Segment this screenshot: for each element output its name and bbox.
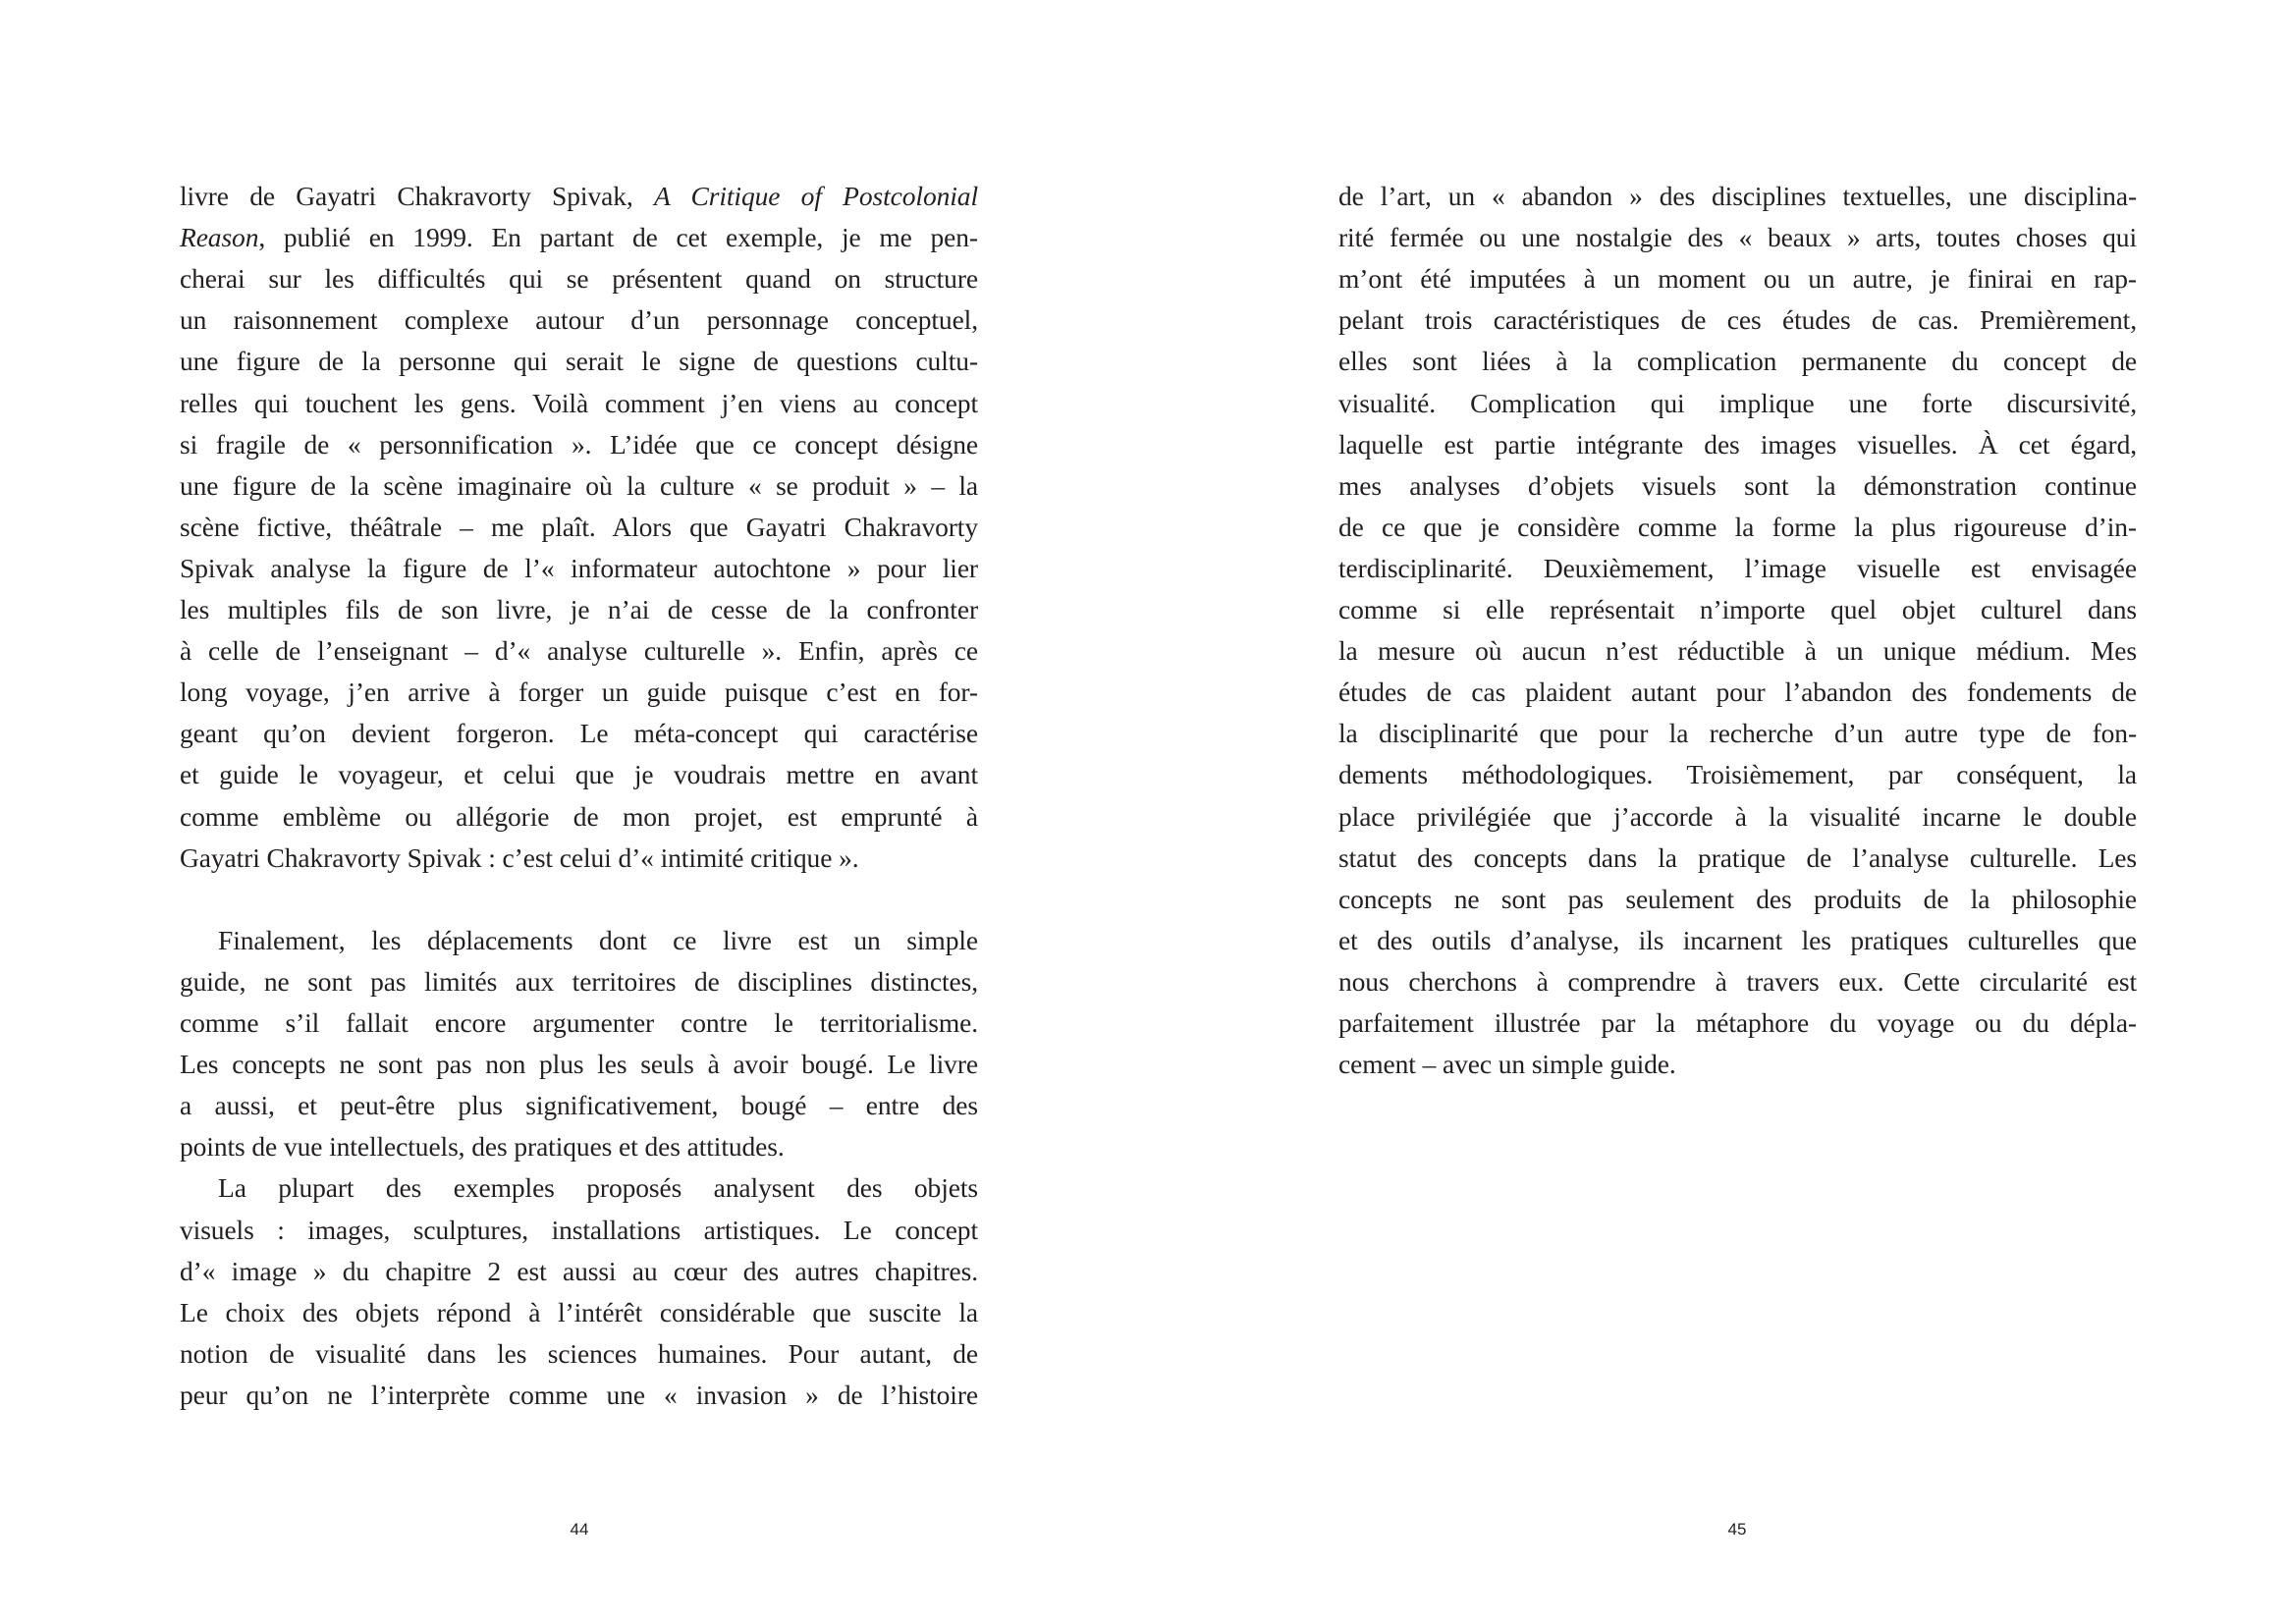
text-line: laquelle est partie intégrante des images visuelles. À cet égard, bbox=[1338, 428, 2137, 460]
text-line: d’« image » du chapitre 2 est aussi au cœur des autres chapitres. bbox=[180, 1255, 978, 1286]
text-line: de ce que je considère comme la forme la plus rigoureuse d’in- bbox=[1338, 511, 2137, 542]
text-line: concepts ne sont pas seulement des produits de la philosophie bbox=[1338, 883, 2137, 914]
text-line: mes analyses d’objets visuels sont la démonstration continue bbox=[1338, 469, 2137, 501]
italic-title-text: Reason bbox=[180, 222, 259, 253]
text-line bbox=[180, 217, 978, 258]
page-number: 45 bbox=[1727, 1520, 1747, 1539]
text-line: long voyage, j’en arrive à forger un guide puisque c’est en for- bbox=[180, 677, 978, 708]
text-line: les multiples fils de son livre, je n’ai de cesse de la confronter bbox=[180, 594, 978, 624]
page-number: 44 bbox=[570, 1520, 589, 1539]
text-line: Finalement, les déplacements dont ce livre est un simple bbox=[218, 924, 978, 955]
text-line: statut des concepts dans la pratique de l’analyse culturelle. Les bbox=[1338, 841, 2137, 873]
text-line: pelant trois caractéristiques de ces études de cas. Premièrement, bbox=[1338, 304, 2137, 336]
text-line: scène fictive, théâtrale – me plaît. Alors que Gayatri Chakravorty bbox=[180, 511, 978, 542]
text-line: si fragile de « personnification ». L’idée que ce concept désigne bbox=[180, 428, 978, 460]
text-line: dements méthodologiques. Troisièmement, par conséquent, la bbox=[1338, 759, 2137, 790]
text-line: place privilégiée que j’accorde à la visualité incarne le double bbox=[1338, 800, 2137, 832]
text-line: la disciplinarité que pour la recherche d’un autre type de fon- bbox=[1338, 718, 2137, 749]
text-line: et guide le voyageur, et celui que je voudrais mettre en avant bbox=[180, 759, 978, 790]
text-line: comme si elle représentait n’importe quel objet culturel dans bbox=[1338, 594, 2137, 624]
text-line: rité fermée ou une nostalgie des « beaux » arts, toutes choses qui bbox=[1338, 222, 2137, 253]
text-line: de l’art, un « abandon » des disciplines textuelles, une disciplina- bbox=[1338, 181, 2137, 211]
text-line: m’ont été imputées à un moment ou un autre, je finirai en rap- bbox=[1338, 263, 2137, 295]
text-line: elles sont liées à la complication permanente du concept de bbox=[1338, 346, 2137, 377]
text-line: à celle de l’enseignant – d’« analyse culturelle ». Enfin, après ce bbox=[180, 635, 978, 667]
text-line: parfaitement illustrée par la métaphore du voyage ou du dépla- bbox=[1338, 1007, 2137, 1038]
text-line: cherai sur les difficultés qui se présentent quand on structure bbox=[180, 263, 978, 295]
text-line bbox=[180, 176, 978, 217]
text-line: guide, ne sont pas limités aux territoires de disciplines distinctes, bbox=[180, 965, 978, 997]
text-line: a aussi, et peut-être plus significativement, bougé – entre des bbox=[180, 1090, 978, 1121]
text-line: nous cherchons à comprendre à travers eux. Cette circularité est bbox=[1338, 965, 2137, 997]
text-line: terdisciplinarité. Deuxièmement, l’image visuelle est envisagée bbox=[1338, 552, 2137, 583]
text-line: points de vue intellectuels, des pratiques et des attitudes. bbox=[180, 1131, 785, 1163]
text-line: geant qu’on devient forgeron. Le méta-concept qui caractérise bbox=[180, 718, 978, 749]
text-line: visualité. Complication qui implique une forte discursivité, bbox=[1338, 387, 2137, 418]
text-line: et des outils d’analyse, ils incarnent les pratiques culturelles que bbox=[1338, 924, 2137, 955]
text-line: visuels : images, sculptures, installations artistiques. Le concept bbox=[180, 1214, 978, 1245]
text-line: comme s’il fallait encore argumenter contre le territorialisme. bbox=[180, 1007, 978, 1038]
text-line: la mesure où aucun n’est réductible à un unique médium. Mes bbox=[1338, 635, 2137, 667]
text-line: études de cas plaident autant pour l’abandon des fondements de bbox=[1338, 677, 2137, 708]
text-line: peur qu’on ne l’interprète comme une « invasion » de l’histoire bbox=[180, 1379, 978, 1410]
text-line: notion de visualité dans les sciences humaines. Pour autant, de bbox=[180, 1337, 978, 1369]
right-page bbox=[1145, 0, 2289, 1624]
text-line: comme emblème ou allégorie de mon projet, est emprunté à bbox=[180, 800, 978, 832]
text-line: Le choix des objets répond à l’intérêt considérable que suscite la bbox=[180, 1296, 978, 1327]
text-segment: livre de Gayatri Chakravorty Spivak, bbox=[180, 181, 654, 211]
text-line: Gayatri Chakravorty Spivak : c’est celui d’« intimité critique ». bbox=[180, 841, 859, 873]
left-page bbox=[0, 0, 1144, 1624]
text-segment: , publié en 1999. En partant de cet exemple, je me pen- bbox=[258, 222, 978, 253]
text-line: une figure de la scène imaginaire où la culture « se produit » – la bbox=[180, 469, 978, 501]
text-line: cement – avec un simple guide. bbox=[1338, 1049, 1676, 1080]
text-line: Les concepts ne sont pas non plus les seuls à avoir bougé. Le livre bbox=[180, 1049, 978, 1080]
italic-title-text: A Critique of Postcolonial bbox=[653, 181, 978, 211]
text-line: Spivak analyse la figure de l’« informateur autochtone » pour lier bbox=[180, 552, 978, 583]
text-line: un raisonnement complexe autour d’un personnage conceptuel, bbox=[180, 304, 978, 336]
text-line: relles qui touchent les gens. Voilà comment j’en viens au concept bbox=[180, 387, 978, 418]
text-line: La plupart des exemples proposés analysent des objets bbox=[218, 1172, 978, 1204]
text-line: une figure de la personne qui serait le signe de questions cultu- bbox=[180, 346, 978, 377]
